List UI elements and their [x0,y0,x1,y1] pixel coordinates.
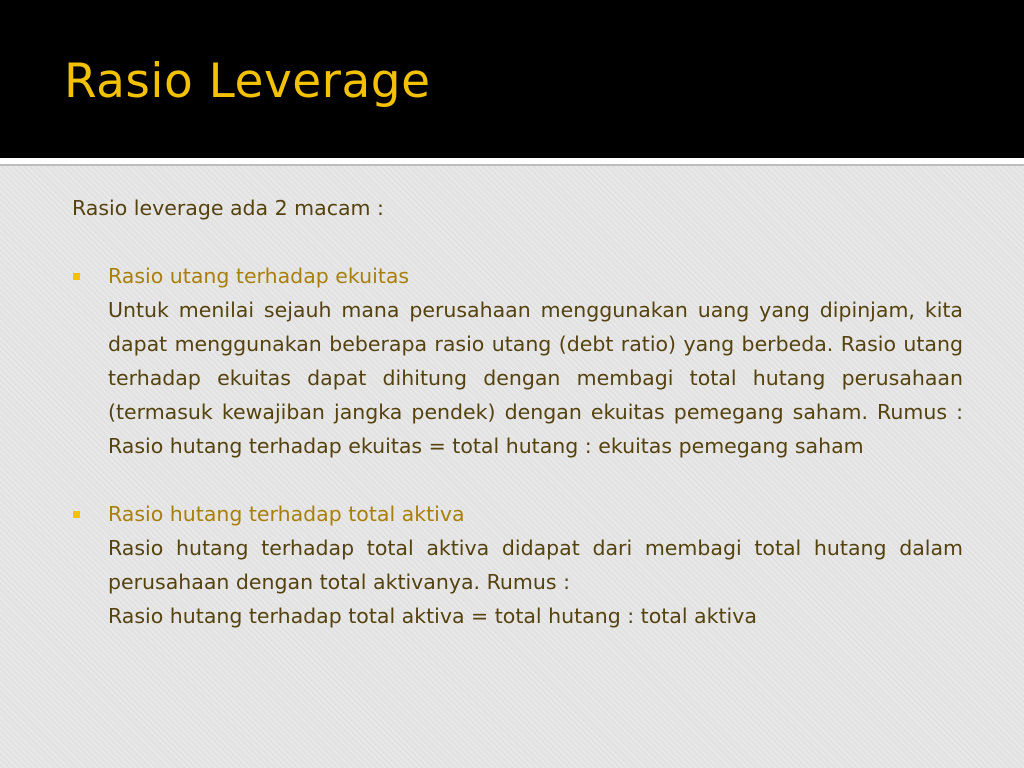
title-band [0,0,1024,158]
intro-text: Rasio leverage ada 2 macam : [72,196,384,220]
slide-content [72,191,963,633]
slide-title: Rasio Leverage [64,54,431,109]
item-body [108,293,963,463]
square-bullet-icon [73,511,80,518]
item-formula: Rasio hutang terhadap ekuitas = total hutang : ekuitas pemegang saham [108,434,864,458]
bullet-item-debt-equity [72,259,963,463]
spacer [72,463,963,497]
title-divider [0,158,1024,166]
item-body-text: Untuk menilai sejauh mana perusahaan menggunakan uang yang dipinjam, kita dapat menggunakan beberapa rasio utang (debt ratio) yang berbeda. Rasio utang terhadap ekuitas dapat dihitung dengan membagi total hutang perusahaan (termasuk kewajiban jangka pendek) dengan ekuitas pemegang saham. Rumus : [108,298,963,424]
item-body: Rasio hutang terhadap total aktiva didapat dari membagi total hutang dalam perusahaan dengan total aktivanya. Rumus : [108,536,963,594]
square-bullet-icon [73,273,80,280]
item-formula: Rasio hutang terhadap total aktiva = total hutang : total aktiva [108,604,757,628]
bullet-item-debt-assets [72,497,963,633]
item-heading: Rasio hutang terhadap total aktiva [108,502,465,526]
spacer [72,225,963,259]
item-heading: Rasio utang terhadap ekuitas [108,264,410,288]
